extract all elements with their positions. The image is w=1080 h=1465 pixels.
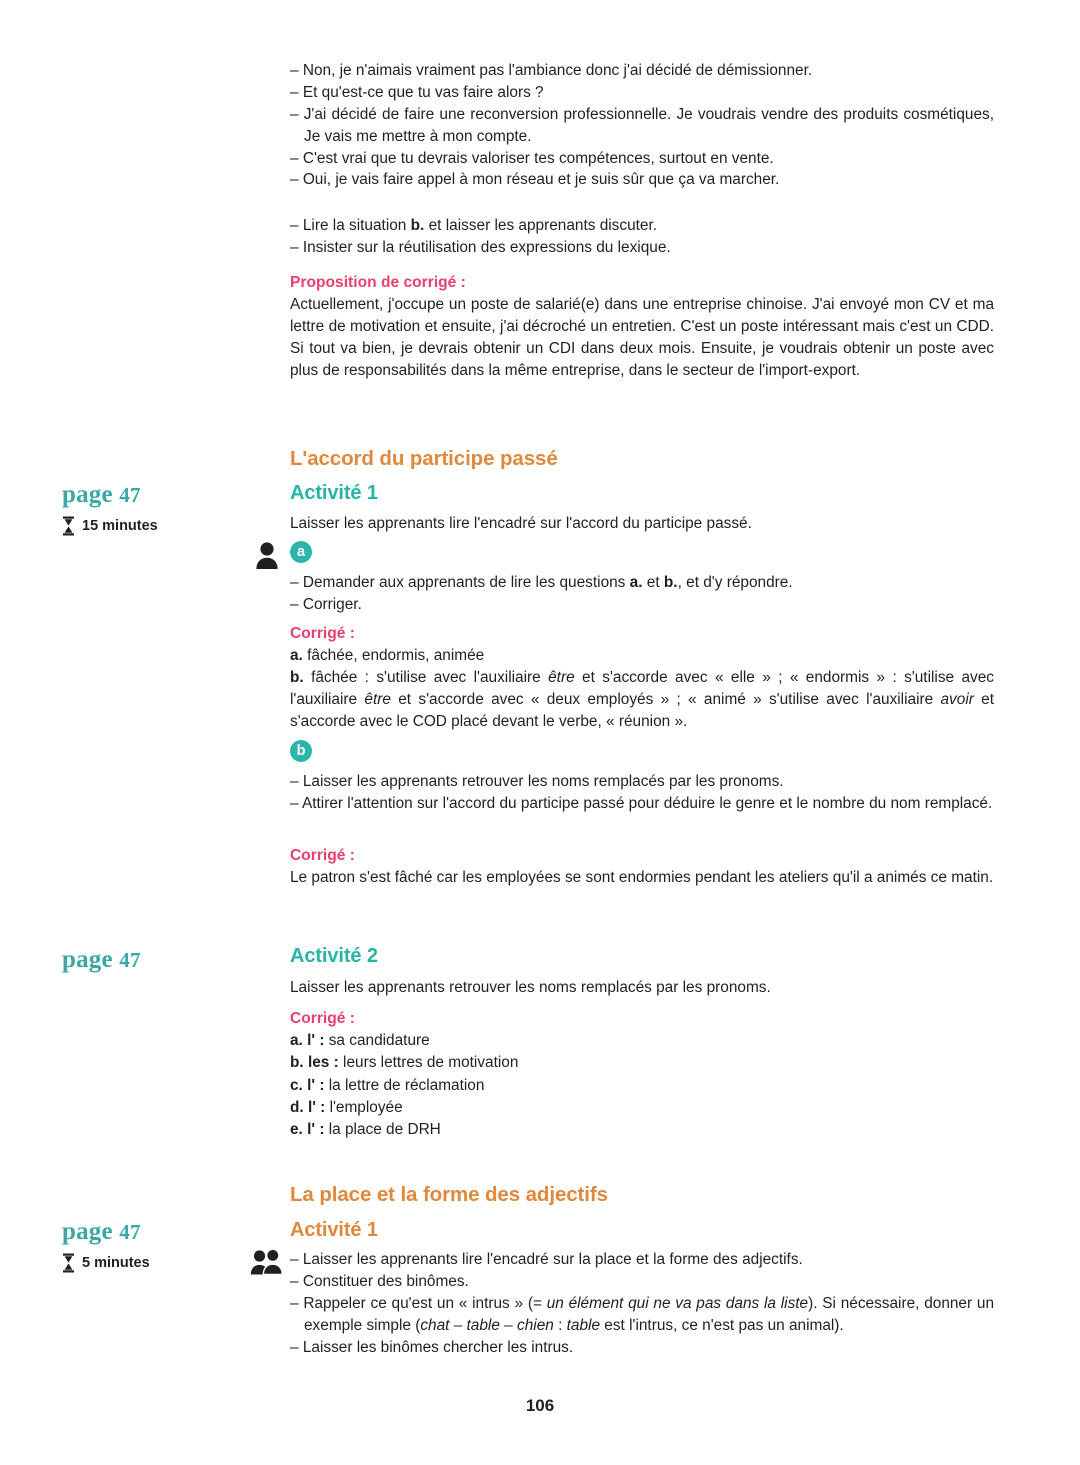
activity-2-intro: Laisser les apprenants retrouver les noms remplacés par les pronoms. xyxy=(290,979,771,996)
hourglass-icon xyxy=(62,1253,75,1273)
bold-ref-b: b. xyxy=(663,574,678,591)
instruction-list-a xyxy=(290,572,994,616)
proposition-text: Actuellement, j'occupe un poste de salarié(e) dans une entreprise chinoise. J'ai envoyé mon CV et ma lettre de motivation et ensuite, j'ai décroché un entretien. C'est un poste intéressant mais c'est un CDD. Si tout va bien, je devrais obtenir un CDI dans deux mois. Ensuite, je voudrais obtenir un poste avec plus de responsabilités dans la même entreprise, dans le secteur de l'import-export. xyxy=(290,296,994,379)
section-2-heading-block xyxy=(290,1183,994,1207)
corrige-label: Corrigé : xyxy=(290,625,355,642)
corrige-2-item xyxy=(290,1030,994,1052)
activity-1a-instructions xyxy=(290,572,994,616)
activity-title-1: Activité 1 xyxy=(290,482,378,504)
corrige-label: Corrigé : xyxy=(290,847,355,864)
intro-instructions-block xyxy=(290,215,994,259)
activity-1b-instructions xyxy=(290,771,994,815)
badge-letter-b: b xyxy=(290,740,312,762)
instruction-text-3: , et d'y répondre. xyxy=(677,574,793,591)
page-number-folio: 106 xyxy=(525,1396,555,1415)
page-ref-marker-2 xyxy=(62,947,272,973)
corrige-2-item xyxy=(290,1119,994,1141)
corrige-letter-b: b. xyxy=(290,669,304,687)
instruction-italic-table: table xyxy=(566,1316,601,1334)
dialogue-line: – Non, je n'aimais vraiment pas l'ambiance donc j'ai décidé de démissionner. xyxy=(290,62,813,79)
dialogue-line: – Oui, je vais faire appel à mon réseau et je suis sûr que ça va marcher. xyxy=(290,171,780,189)
section-1-activity-1-block xyxy=(290,482,994,535)
dialogue-line: – C'est vrai que tu devrais valoriser tes compétences, surtout en vente. xyxy=(290,149,774,167)
corrige-text-a: fâchée, endormis, animée xyxy=(302,647,485,665)
corrige-text-b-2: et s'accorde avec « elle » ; « endormis » : s'utilise avec l'auxiliaire xyxy=(290,669,994,708)
corrige-italic-etre-1: être xyxy=(548,669,575,687)
instruction-item: – Constituer des binômes. xyxy=(290,1272,469,1290)
corrige-2-value: leurs lettres de motivation xyxy=(338,1054,519,1072)
instruction-text-4: est l'intrus, ce n'est pas un animal). xyxy=(600,1316,844,1334)
corrige-1b-block xyxy=(290,845,994,889)
corrige-2-key: e. l' : xyxy=(290,1121,325,1139)
activity-2-block xyxy=(290,945,994,999)
page-ref-marker-3 xyxy=(62,1219,272,1273)
intro-instruction-text-1: – Lire la situation xyxy=(290,217,411,234)
duration-text: 5 minutes xyxy=(82,1255,150,1272)
corrige-italic-avoir: avoir xyxy=(940,690,974,708)
activity-1-intro: Laisser les apprenants lire l'encadré sur l'accord du participe passé. xyxy=(290,515,752,532)
instruction-text-1: – Rappeler ce qu'est un « intrus » (= xyxy=(290,1294,547,1312)
section-title-accord: L'accord du participe passé xyxy=(290,447,558,470)
page-ref-number: 47 xyxy=(119,948,141,972)
corrige-2-item xyxy=(290,1052,994,1074)
corrige-1a-block xyxy=(290,623,994,733)
proposition-block xyxy=(290,272,994,382)
corrige-2-value: la place de DRH xyxy=(324,1121,441,1139)
instruction-item: – Laisser les apprenants retrouver les noms remplacés par les pronoms. xyxy=(290,773,784,790)
badge-letter-a: a xyxy=(290,541,312,563)
intro-instruction-item: – Insister sur la réutilisation des expressions du lexique. xyxy=(290,238,671,256)
page-ref-word: page xyxy=(62,1218,113,1245)
instruction-text-3: : xyxy=(553,1316,567,1334)
instruction-item: – Corriger. xyxy=(290,595,362,613)
corrige-2-value: sa candidature xyxy=(324,1032,430,1050)
proposition-label: Proposition de corrigé : xyxy=(290,274,466,291)
dialogue-block xyxy=(290,60,994,191)
activity-title-3: Activité 1 xyxy=(290,1219,378,1241)
page-ref-word: page xyxy=(62,946,113,973)
section-2-activity-1-block xyxy=(290,1219,994,1242)
corrige-text-b-1: fâchée : s'utilise avec l'auxiliaire xyxy=(303,669,549,687)
dialogue-list xyxy=(290,60,994,191)
corrige-2-block xyxy=(290,1008,994,1142)
corrige-text-b-4: et s'accorde avec le COD placé devant le verbe, « réunion ». xyxy=(290,690,994,730)
instruction-item xyxy=(290,1293,994,1337)
corrige-2-list xyxy=(290,1030,994,1142)
corrige-item-a xyxy=(290,645,994,667)
instruction-italic-definition: un élément qui ne va pas dans la liste xyxy=(546,1294,809,1312)
instruction-item xyxy=(290,572,994,594)
corrige-2-item xyxy=(290,1097,994,1119)
corrige-2-key: a. l' : xyxy=(290,1032,325,1050)
duration-text: 15 minutes xyxy=(82,518,158,535)
activity-title-2: Activité 2 xyxy=(290,945,378,967)
corrige-2-value: la lettre de réclamation xyxy=(324,1076,485,1094)
badge-a-row xyxy=(290,541,994,563)
intro-instruction-item xyxy=(290,215,994,237)
page-ref-word: page xyxy=(62,481,113,508)
instruction-text-2: ). Si nécessaire, donner un exemple simple ( xyxy=(304,1294,995,1334)
corrige-2-key: c. l' : xyxy=(290,1076,325,1094)
corrige-2-key: d. l' : xyxy=(290,1099,326,1117)
corrige-2-key: b. les : xyxy=(290,1054,339,1072)
instruction-item: – Attirer l'attention sur l'accord du participe passé pour déduire le genre et le nombre du nom remplacé. xyxy=(290,794,993,812)
corrige-letter-a: a. xyxy=(290,647,303,665)
bold-ref-b: b. xyxy=(410,217,425,234)
page-ref-marker-1 xyxy=(62,482,272,536)
dialogue-line: – J'ai décidé de faire une reconversion professionnelle. Je voudrais vendre des produits cosmétiques, Je vais me mettre à mon compte. xyxy=(290,105,994,145)
intro-instruction-text-2: et laisser les apprenants discuter. xyxy=(424,217,658,234)
pair-person-icon xyxy=(250,1249,283,1275)
dialogue-line: – Et qu'est-ce que tu vas faire alors ? xyxy=(290,83,544,101)
bold-ref-a: a. xyxy=(629,574,643,591)
intro-instruction-list xyxy=(290,215,994,259)
page-ref-label xyxy=(62,947,272,973)
section-1-heading-block xyxy=(290,447,994,471)
page-ref-label xyxy=(62,1219,272,1245)
corrige-2-value: l'employée xyxy=(325,1099,403,1117)
instruction-item: – Laisser les apprenants lire l'encadré sur la place et la forme des adjectifs. xyxy=(290,1251,803,1268)
duration-block xyxy=(62,516,272,536)
page-ref-number: 47 xyxy=(119,1220,141,1244)
instruction-text-2: et xyxy=(642,574,664,591)
instruction-list-b xyxy=(290,771,994,815)
section-2-instructions xyxy=(290,1249,994,1358)
corrige-text-b-3: et s'accorde avec « deux employés » ; « animé » s'utilise avec l'auxiliaire xyxy=(390,690,941,708)
instruction-item: – Laisser les binômes chercher les intrus. xyxy=(290,1338,574,1356)
single-person-icon xyxy=(254,541,280,569)
corrige-italic-etre-2: être xyxy=(364,690,391,708)
page-ref-label xyxy=(62,482,272,508)
corrige-1b-text: Le patron s'est fâché car les employées se sont endormies pendant les ateliers qu'il a animés ce matin. xyxy=(290,869,994,887)
instruction-text-1: – Demander aux apprenants de lire les questions xyxy=(290,574,630,591)
hourglass-icon xyxy=(62,516,75,536)
corrige-label: Corrigé : xyxy=(290,1010,355,1027)
section-title-adjectifs: La place et la forme des adjectifs xyxy=(290,1183,608,1206)
duration-block xyxy=(62,1253,272,1273)
instruction-italic-example-list: chat – table – chien xyxy=(420,1316,554,1334)
corrige-item-b xyxy=(290,667,994,733)
badge-b-row xyxy=(290,740,994,762)
instruction-list-adjectifs xyxy=(290,1249,994,1358)
corrige-2-item xyxy=(290,1075,994,1097)
page-ref-number: 47 xyxy=(119,483,141,507)
